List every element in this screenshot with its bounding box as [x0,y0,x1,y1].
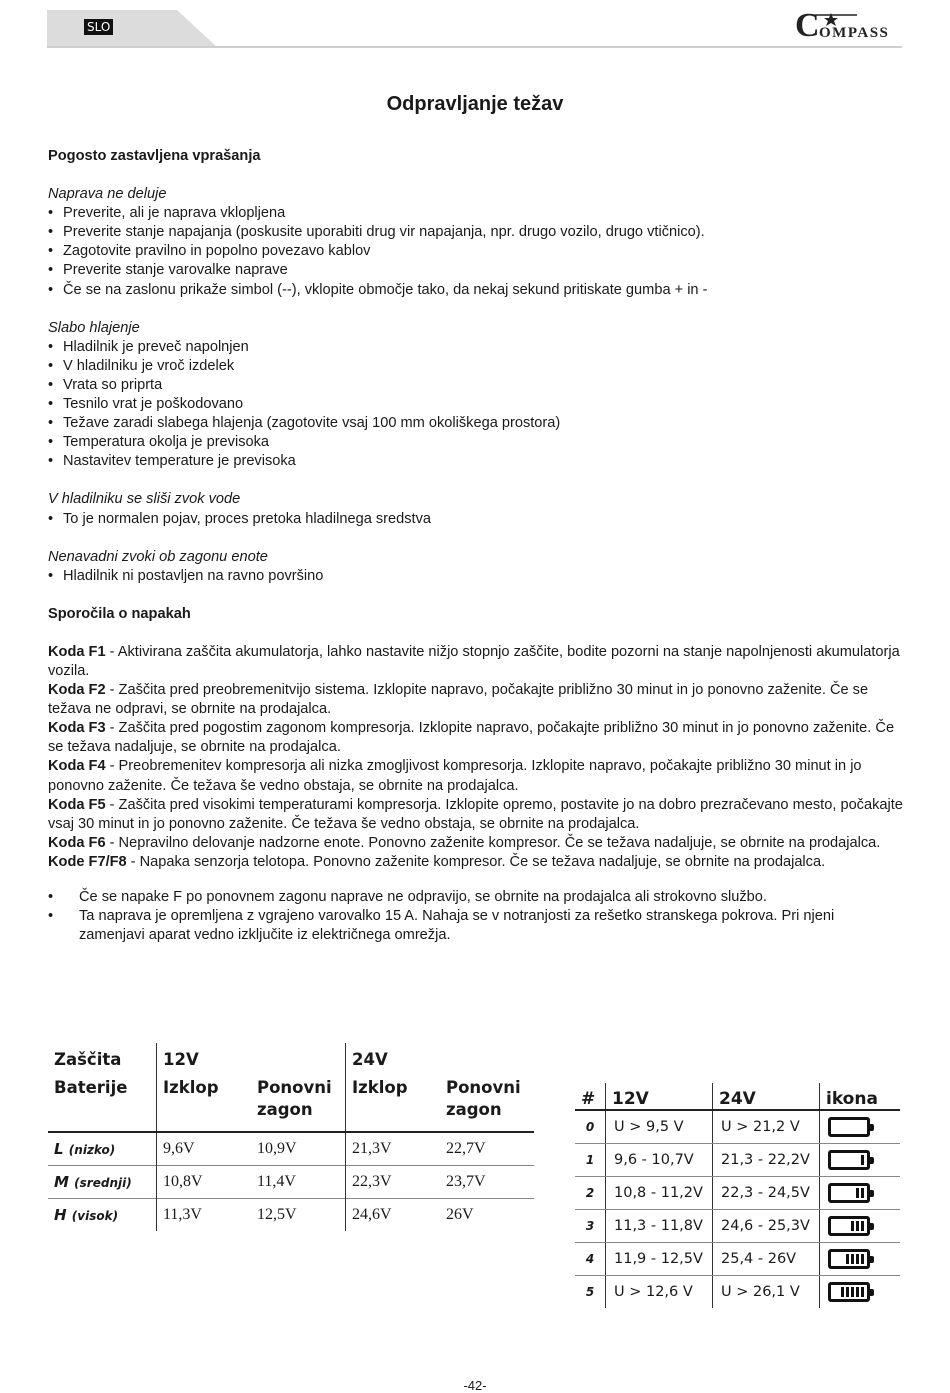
table-header-cell: Izklop [157,1077,252,1132]
error-code: Koda F6 [48,834,106,851]
table-cell: 4 [575,1243,606,1276]
error-code-text: - Napaka senzorja telotopa. Ponovno zaženite kompresor. Če se težava nadaljuje, se obrnite na prodajalca. [126,853,826,870]
table-cell: 9,6 - 10,7V [606,1144,713,1177]
battery-level-bar [861,1254,864,1264]
battery-level-bar [851,1254,854,1264]
list-item: • V hladilniku je vroč izdelek [48,357,903,376]
table-row [48,1132,534,1166]
level-label: M (srednji) [54,1173,132,1191]
faq-section-title: Slabo hlajenje [48,319,140,336]
battery-level-bar [856,1287,859,1297]
battery-level-bar [861,1188,864,1198]
list-item: • Tesnilo vrat je poškodovano [48,395,903,414]
table-cell: 10,8 - 11,2V [606,1177,713,1210]
error-code-entry [48,681,903,719]
table-cell: 11,9 - 12,5V [606,1243,713,1276]
list-item: • Preverite, ali je naprava vklopljena [48,204,903,223]
battery-level-bar [846,1254,849,1264]
svg-text:C: C [795,7,820,42]
battery-level-bar [861,1155,864,1165]
battery-level-bar [861,1221,864,1231]
table-header-cell: 12V [157,1043,252,1077]
error-code-entry [48,796,903,834]
faq-list [48,510,903,529]
table-header-cell: # [575,1083,606,1110]
notes-list [48,888,903,945]
errors-heading: Sporočila o napakah [48,605,191,622]
header-tab-shape [47,10,217,47]
table-cell: 0 [575,1110,606,1144]
battery-icon [828,1150,870,1170]
table-cell: 10,8V [157,1166,252,1199]
table-header-cell [251,1043,346,1077]
table-cell: 10,9V [257,1140,297,1157]
error-code: Koda F4 [48,758,106,775]
battery-level-bar [841,1287,844,1297]
faq-section-title: V hladilniku se sliši zvok vode [48,491,241,508]
table-cell [820,1144,901,1177]
battery-indicator-table [575,1083,900,1308]
table-cell [820,1210,901,1243]
page-title: Odpravljanje težav [386,93,564,115]
list-item: • Preverite stanje napajanja (poskusite uporabiti drug vir napajanja, npr. drugo vozilo, drugo vtičnico). [48,223,903,242]
table-header-cell: Izklop [346,1077,441,1132]
table-header-cell: 12V [606,1083,713,1110]
table-cell: 22,3 - 24,5V [713,1177,820,1210]
list-item: • Vrata so priprta [48,376,903,395]
table-cell: 24,6V [346,1199,441,1232]
list-item: • Nastavitev temperature je previsoka [48,452,903,471]
svg-text:OMPASS: OMPASS [819,25,890,41]
brand-logo [795,6,905,42]
faq-section-title: Naprava ne deluje [48,186,167,203]
table-cell: 22,7V [446,1140,486,1157]
table-cell: 11,4V [257,1173,296,1190]
error-code: Koda F5 [48,796,106,813]
table-header-cell: Ponovni zagon [446,1078,521,1119]
table-cell: 21,3V [346,1132,441,1166]
table-row [48,1166,534,1199]
error-code-entry [48,643,903,681]
page-number: -42- [463,1378,487,1393]
error-code: Kode F7/F8 [48,853,127,870]
table-cell: U > 26,1 V [713,1276,820,1309]
faq-list [48,567,903,586]
error-code-entry [48,853,903,872]
error-code-text: - Zaščita pred visokimi temperaturami kompresorja. Izklopite opremo, postavite jo na dobro prezračevano mesto, počakajte vsaj 30 minut in jo ponovno zaženite. Če težava še vedno obstaja, se obrnite na prodajalca. [48,796,903,832]
table-cell: 11,3 - 11,8V [606,1210,713,1243]
table-row [575,1243,900,1276]
battery-icon [828,1216,870,1236]
table-cell [820,1177,901,1210]
faq-heading: Pogosto zastavljena vprašanja [48,148,261,164]
error-code-entry [48,757,903,795]
list-item: • Preverite stanje varovalke naprave [48,261,903,280]
battery-protection-table [48,1043,534,1231]
table-row [575,1144,900,1177]
table-cell [820,1276,901,1309]
error-code-entry [48,719,903,757]
error-code-text: - Zaščita pred preobremenitvijo sistema. Izklopite napravo, počakajte približno 30 minut in jo ponovno zaženite. Če se težava ne odpravi, se obrnite na prodajalca. [48,682,869,718]
battery-level-bar [851,1287,854,1297]
list-item: • To je normalen pojav, proces pretoka hladilnega sredstva [48,510,903,529]
error-code-entry [48,834,903,853]
level-label: L (nizko) [54,1140,116,1158]
battery-icon [828,1249,870,1269]
error-code: Koda F2 [48,682,106,699]
table-cell [820,1110,901,1144]
faq-list [48,338,903,472]
battery-level-bar [856,1254,859,1264]
table-cell: 11,3V [157,1199,252,1232]
table-header-cell: ikona [820,1083,901,1110]
table-cell: 3 [575,1210,606,1243]
table-header-cell: 24V [713,1083,820,1110]
list-item: • Hladilnik ni postavljen na ravno površino [48,567,903,586]
list-item: • Zagotovite pravilno in popolno povezavo kablov [48,242,903,261]
table-cell: 23,7V [446,1173,486,1190]
battery-icon [828,1183,870,1203]
list-item: • Težave zaradi slabega hlajenja (zagotovite vsaj 100 mm okoliškega prostora) [48,414,903,433]
list-item: • Ta naprava je opremljena z vgrajeno varovalko 15 A. Nahaja se v notranjosti za rešetko stranskega pokrova. Pri njeni zamenjavi aparat vedno izključite iz električnega omrežja. [48,907,903,945]
battery-icon [828,1282,870,1302]
error-code: Koda F3 [48,720,106,737]
battery-level-bar [846,1287,849,1297]
table-cell [820,1243,901,1276]
table-row [575,1110,900,1144]
battery-level-bar [861,1287,864,1297]
table-cell: U > 21,2 V [713,1110,820,1144]
table-cell: 25,4 - 26V [713,1243,820,1276]
error-code-text: - Nepravilno delovanje nadzorne enote. Ponovno zaženite kompresor. Če se težava nadaljuje, se obrnite na prodajalca. [105,834,881,851]
table-cell: U > 9,5 V [606,1110,713,1144]
table-row [575,1177,900,1210]
faq-list [48,204,903,299]
table-header-cell: Zaščita [54,1050,122,1069]
table-cell: 2 [575,1177,606,1210]
table-cell: 22,3V [346,1166,441,1199]
list-item: • Če se na zaslonu prikaže simbol (--), vklopite območje tako, da nekaj sekund pritiskate gumba + in - [48,281,903,300]
error-code-text: - Aktivirana zaščita akumulatorja, lahko nastavite nižjo stopnjo zaščite, bodite pozorni na stanje napolnjenosti akumulatorja vozila. [48,643,900,679]
table-header-cell: Ponovni zagon [257,1078,332,1119]
list-item: • Temperatura okolja je previsoka [48,433,903,452]
table-cell: 21,3 - 22,2V [713,1144,820,1177]
level-label: H (visok) [54,1206,119,1224]
table-header-cell: 24V [346,1043,441,1077]
table-cell: 9,6V [157,1132,252,1166]
error-code-text: - Preobremenitev kompresorja ali nizka zmogljivost kompresorja. Izklopite napravo, počakajte približno 30 minut in jo ponovno zaženite. Če težava še vedno obstaja, se obrnite na prodajalca. [48,758,862,794]
table-cell: 24,6 - 25,3V [713,1210,820,1243]
table-cell: 1 [575,1144,606,1177]
list-item: • Če se napake F po ponovnem zagonu naprave ne odpravijo, se obrnite na prodajalca ali strokovno službo. [48,888,903,907]
table-row [575,1210,900,1243]
faq-section-title: Nenavadni zvoki ob zagonu enote [48,548,268,565]
language-badge: SLO [84,19,113,35]
table-cell: U > 12,6 V [606,1276,713,1309]
table-cell: 5 [585,1285,595,1299]
table-header-cell [440,1043,534,1077]
header-divider [47,46,902,48]
battery-level-bar [856,1221,859,1231]
table-row [48,1199,534,1232]
table-row [575,1276,900,1309]
error-code-text: - Zaščita pred pogostim zagonom kompresorja. Izklopite napravo, počakajte približno 30 minut in jo ponovno zaženite. Če se težava nadaljuje, se obrnite na prodajalca. [48,720,895,756]
battery-level-bar [851,1221,854,1231]
error-code: Koda F1 [48,643,106,660]
table-cell: 12,5V [257,1206,297,1223]
battery-level-bar [856,1188,859,1198]
battery-icon [828,1117,870,1137]
list-item: • Hladilnik je preveč napolnjen [48,338,903,357]
table-header-cell: Baterije [54,1078,128,1097]
content-body [48,147,903,945]
table-cell: 26V [446,1206,474,1223]
